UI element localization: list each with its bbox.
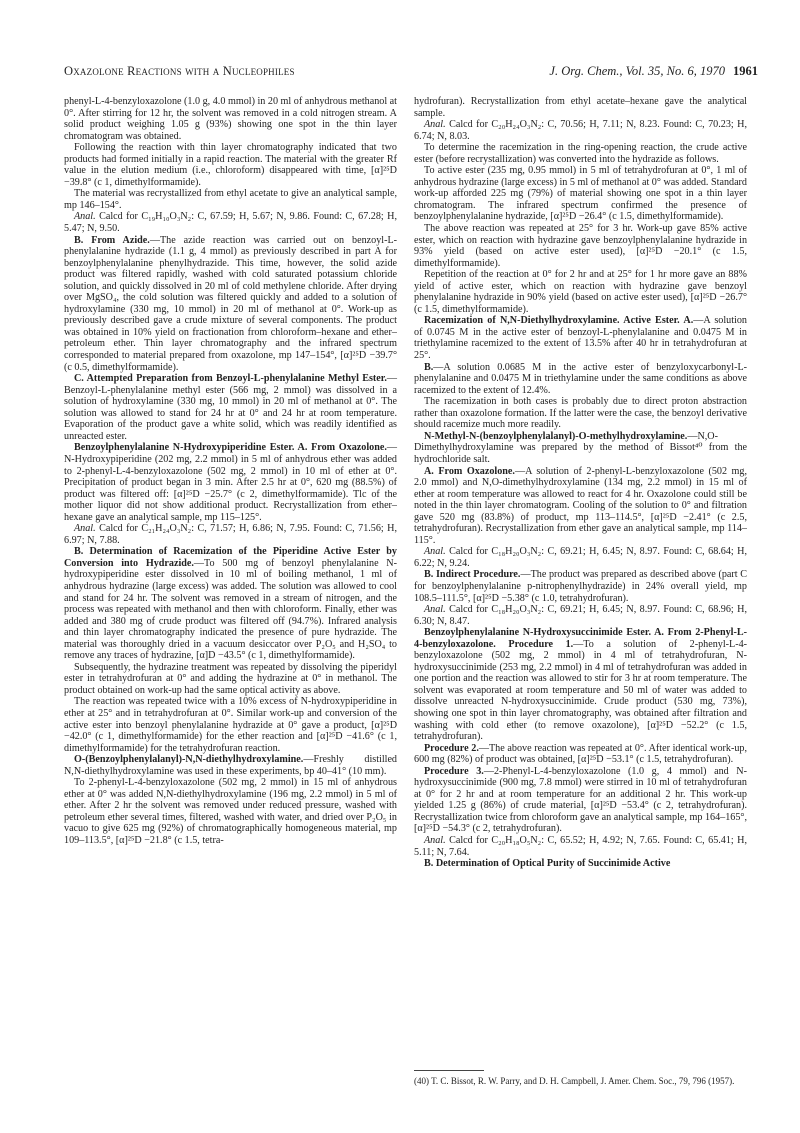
paragraph-text: —To 500 mg of benzoyl phenylalanine N-hydroxypiperidine ester dissolved in 10 ml of boiling methanol, 1 ml of anhydrous hydrazine (large excess) was added. The solution was allowed to cool and stand for 24 hr. The solvent was removed in a stream of nitrogen, and the process was repeated with methanol and then with chloroform. Finally, ether was added and 380 mg of crude product was filtered off (94.7%). Infrared analysis and thin layer chromatography indicated the presence of pure hydrazide. The material was thoroughly dried in a vacuum desiccator over P₂O₅ and H₂SO₄ to remove any traces of hydrazine, [α]D −43.5° (c 1, dimethylformamide). xyxy=(64,557,397,662)
section-heading: C. Attempted Preparation from Benzoyl-L-phenylalanine Methyl Ester. xyxy=(74,373,387,385)
paragraph-text: Repetition of the reaction at 0° for 2 hr and at 25° for 1 hr more gave an 88% yield of active ester, which on reaction with hydrazine gave benzoyl phenylalanine hydrazide in 90% yield (based on active ester used), [α]²⁵D −26.7° (c 1.5, dimethylformamide). xyxy=(414,269,747,315)
left-paragraph xyxy=(64,373,397,442)
paragraph-text: Calcd for C₁₈H₂₀O₃N₂: C, 69.21; H, 6.45; N, 8.97. Found: C, 68.96; H, 6.30; N, 8.47. xyxy=(414,604,747,627)
right-paragraph xyxy=(414,396,747,431)
right-paragraph xyxy=(414,835,747,858)
section-heading: A. From Oxazolone. xyxy=(424,465,515,477)
paragraph-text: —The azide reaction was carried out on benzoyl-L-phenylalanine hydrazide (1.1 g, 4 mmol) as previously described in part A for benzoylphenylalanine phenylhydrazide. This time, however, the solid azide product was filtered rapidly, washed with cold saturated potassium chloride solution, and quickly dissolved in 20 ml of cold methylene chloride. After drying over MgSO₄, the cold solution was filtered quickly and added to a solution of hydroxylamine (330 mg, 10 mmol) in 20 ml of methanol at 0°. Work-up as previously described gave a crude mixture of several components. The product was obtained in 10% yield on fractionation from chloroform–hexane and ether–petroleum ether. Thin layer chromatography and the infrared spectrum corresponded to material prepared from oxazolone, mp 147–154°, [α]²⁵D −39.7° (c 0.5, dimethylformamide). xyxy=(64,234,398,373)
footnote-divider xyxy=(414,1070,484,1071)
left-paragraph xyxy=(64,442,397,523)
paragraph-text: —Benzoyl-L-phenylalanine methyl ester (566 mg, 2 mmol) was dissolved in a solution of hydroxylamine (330 mg, 10 mmol) in 20 ml of methanol at 0°. The solution was allowed to stand for 24 hr at 0° and 24 hr at room temperature. Evaporation of the product gave a white solid, which was readily identified as unreacted ester. xyxy=(64,373,397,442)
left-paragraph xyxy=(64,142,397,188)
right-paragraph xyxy=(414,569,747,604)
paragraph-text: Calcd for C₂₁H₂₄O₃N₂: C, 71.57; H, 6.86; N, 7.95. Found: C, 71.56; H, 6.97; N, 7.88. xyxy=(64,523,397,546)
paragraph-text: Calcd for C₂₀H₁₈O₅N₂: C, 65.52; H, 4.92; N, 7.65. Found: C, 65.41; H, 5.11; N, 7.64. xyxy=(414,835,747,858)
paragraph-text: The material was recrystallized from ethyl acetate to give an analytical sample, mp 146–154°. xyxy=(64,188,397,211)
right-paragraph xyxy=(414,466,747,547)
left-paragraph xyxy=(64,754,397,777)
section-heading: N-Methyl-N-(benzoylphenylalanyl)-O-methylhydroxylamine. xyxy=(424,430,688,442)
right-paragraph xyxy=(414,362,747,397)
right-paragraph xyxy=(414,431,747,466)
left-paragraph xyxy=(64,662,397,697)
right-paragraph xyxy=(414,142,747,165)
paragraph-text: The reaction was repeated twice with a 10% excess of N-hydroxypiperidine in ether at 25° and in tetrahydrofuran at 0°. Similar work-up and conversion of the active ester into benzoyl phenylalanine hydrazide at 0° gave a product, [α]²⁵D −42.0° (c 1, dimethylformamide) for the ether reaction and [α]²⁵D −41.6° (c 1, dimethylformamide) for the tetrahydrofuran reaction. xyxy=(64,696,397,754)
paragraph-text: Calcd for C₂₀H₂₄O₃N₂: C, 70.56; H, 7.11; N, 8.23. Found: C, 70.23; H, 6.74; N, 8.03. xyxy=(414,119,747,142)
page-number: 1961 xyxy=(733,64,758,78)
running-title: Oxazolone Reactions with α Nucleophiles xyxy=(64,64,295,78)
paragraph-text: —To a solution of 2-phenyl-L-4-benzyloxazolone (502 mg, 2 mmol) in 4 ml of tetrahydrofuran, N-hydroxysuccinimide (253 mg, 2.2 mmol) in 4 ml of tetrahydrofuran was added in one portion and the reaction was allowed to stir for 3 hr at room temperature. The solvent was evaporated at room temperature and 50 ml of water was added to dissolve unreacted N-hydroxysuccinimide. Crude product (530 mg, 73%), showing one spot in thin layer chromatography, was obtained after filtration and washing with cold ether (to remove oxazolone), [α]²⁵D −52.2° (c 1.5, tetrahydrofuran). xyxy=(414,638,747,743)
paragraph-text: —N,O-Dimethylhydroxylamine was prepared by the method of Bissot⁴⁰ from the hydrochloride salt. xyxy=(414,430,747,465)
analysis-label: Anal. xyxy=(424,604,446,616)
section-heading: Procedure 3. xyxy=(424,765,484,777)
journal-citation xyxy=(549,64,758,79)
paragraph-text: —A solution 0.0685 M in the active ester of benzyloxycarbonyl-L-phenylalanine and 0.0475 M in triethylamine under the same conditions as above racemized to the extent of 12.4%. xyxy=(414,361,747,396)
citation-text: J. Org. Chem., Vol. 35, No. 6, 1970 xyxy=(549,64,725,78)
left-column xyxy=(64,96,397,847)
section-heading: O-(Benzoylphenylalanyl)-N,N-diethylhydroxylamine. xyxy=(74,754,304,766)
right-paragraph xyxy=(414,165,747,223)
paragraph-text: Following the reaction with thin layer chromatography indicated that two products had formed initially in a rapid reaction. The material with the greater Rf value in the elution medium (i.e., chloroform) disappeared with time, [α]²⁵D −39.8° (c 1, dimethylformamide). xyxy=(64,142,397,188)
footnote: (40) T. C. Bissot, R. W. Parry, and D. H. Campbell, J. Amer. Chem. Soc., 79, 796 (1957). xyxy=(414,1076,735,1086)
paragraph-text: The above reaction was repeated at 25° for 3 hr. Work-up gave 85% active ester, which on reaction with hydrazine gave benzoylphenylalanine hydrazide in 93% yield (based on active ester used), [α]²⁵D −20.1° (c 1.5, dimethylformamide). xyxy=(414,223,747,269)
paragraph-text: Calcd for C₁₉H₁₀O₃N₂: C, 67.59; H, 5.67; N, 9.86. Found: C, 67.28; H, 5.47; N, 9.50. xyxy=(64,211,397,235)
section-heading: B. xyxy=(424,361,434,373)
right-paragraph xyxy=(414,546,747,569)
section-heading: Benzoylphenylalanine N-Hydroxysuccinimide Ester. A. From 2-Phenyl-L-4-benzyloxazolone. Procedure 1. xyxy=(414,627,747,650)
left-paragraph xyxy=(64,235,397,374)
paragraph-text: To active ester (235 mg, 0.95 mmol) in 5 ml of tetrahydrofuran at 0°, 1 ml of anhydrous hydrazine (large excess) in 5 ml of methanol at 0° was added. Standard work-up afforded 225 mg (79%) of material showing one spot in a thin layer chromatogram. The infrared spectrum confirmed the presence of benzoylphenylalanine hydrazide, [α]²⁵D −26.4° (c 1.5, dimethylformamide). xyxy=(414,165,747,223)
left-paragraph xyxy=(64,546,397,661)
paragraph-text: hydrofuran). Recrystallization from ethyl acetate–hexane gave the analytical sample. xyxy=(414,96,747,119)
paragraph-text: To 2-phenyl-L-4-benzyloxazolone (502 mg, 2 mmol) in 15 ml of anhydrous ether at 0° was added N,N-diethylhydroxylamine (196 mg, 2.2 mmol) in 5 ml of ether. After 2 hr the solvent was removed under reduced pressure, washed with petroleum ether several times, filtered, washed with water, and dried over P₂O₅ in vacuo to give 625 mg (92%) of chromatographically homogeneous material, mp 109–113.5°, [α]²⁵D −21.8° (c 1.5, tetra- xyxy=(64,777,397,846)
right-paragraph xyxy=(414,604,747,627)
right-column xyxy=(414,96,747,870)
right-paragraph xyxy=(414,119,747,142)
left-paragraph xyxy=(64,96,397,142)
paragraph-text: —A solution of 2-phenyl-L-benzyloxazolone (502 mg, 2.0 mmol) and N,O-dimethylhydroxylamine (134 mg, 2.2 mmol) in 15 ml of ether at room temperature was allowed to react for 4 hr. Oxazolone could still be noted in the thin layer chromatogram. Cooling of the solution to 0° and filtration gave 520 mg (83.8%) of product, mp 113–114.5°, [α]²⁵D −2.41° (c 2.5, tetrahydrofuran). Recrystallization from ether gave an analytical sample, mp 114–115°. xyxy=(414,465,747,546)
paragraph-text: —N-Hydroxypiperidine (202 mg, 2.2 mmol) in 5 ml of anhydrous ether was added to 2-phenyl-L-4-benzyloxazolone (502 mg, 2 mmol) in 10 ml of ether at 0°. Precipitation of product began in 3 min. After 2.5 hr at 0°, 620 mg (88.5%) of product was filtered off: [α]²⁵D −25.7° (c 2, dimethylformamide). Tlc of the mother liquor did not show additional product. Recrystallization from ether–hexane gave an analytical sample, mp 115–125°. xyxy=(64,442,397,523)
running-header xyxy=(64,64,758,80)
right-paragraph xyxy=(414,315,747,361)
section-heading: B. Determination of Racemization of the Piperidine Active Ester by Conversion into Hydrazide. xyxy=(64,546,397,569)
section-heading: Benzoylphenylalanine N-Hydroxypiperidine Ester. A. From Oxazolone. xyxy=(74,442,387,454)
analysis-label: Anal. xyxy=(424,546,446,558)
paragraph-text: To determine the racemization in the ring-opening reaction, the crude active ester (before recrystallization) was converted into the hydrazide as follows. xyxy=(414,142,747,165)
left-paragraph xyxy=(64,211,397,234)
right-paragraph xyxy=(414,96,747,119)
left-paragraph xyxy=(64,188,397,211)
section-heading: B. Indirect Procedure. xyxy=(424,569,521,581)
right-paragraph xyxy=(414,269,747,315)
paragraph-text: Calcd for C₁₈H₂₀O₃N₂: C, 69.21; H, 6.45; N, 8.97. Found: C, 68.64; H, 6.22; N, 9.24. xyxy=(414,546,747,569)
left-paragraph xyxy=(64,523,397,546)
paragraph-text: —The above reaction was repeated at 0°. After identical work-up, 600 mg (82%) of product was obtained, [α]²⁵D −53.1° (c 1.5, tetrahydrofuran). xyxy=(414,742,747,766)
analysis-label: Anal. xyxy=(424,119,446,131)
right-paragraph xyxy=(414,858,747,870)
right-paragraph xyxy=(414,223,747,269)
analysis-label: Anal. xyxy=(74,523,96,535)
left-paragraph xyxy=(64,696,397,754)
section-heading: B. From Azide. xyxy=(74,234,150,246)
section-heading: B. Determination of Optical Purity of Succinimide Active xyxy=(424,858,671,870)
section-heading: Racemization of N,N-Diethylhydroxylamine. Active Ester. A. xyxy=(424,315,694,327)
paragraph-text: —Freshly distilled N,N-diethylhydroxylamine was used in these experiments, bp 40–41° (10 mm). xyxy=(64,754,397,777)
analysis-label: Anal. xyxy=(74,211,96,223)
section-heading: Procedure 2. xyxy=(424,742,479,754)
paragraph-text: —The product was prepared as described above (part C for benzoylphenylalanine p-nitrophenylhydrazide) in 24% overall yield, mp 108.5–111.5°, [α]²⁵D −5.38° (c 1.0, tetrahydrofuran). xyxy=(414,569,747,604)
paragraph-text: Subsequently, the hydrazine treatment was repeated by dissolving the piperidyl ester in tetrahydrofuran at 0° and adding the hydrazine at 0° in methanol. The product obtained on work-up had the same optical activity as above. xyxy=(64,661,397,696)
paragraph-text: —2-Phenyl-L-4-benzyloxazolone (1.0 g, 4 mmol) and N-hydroxysuccinimide (900 mg, 7.8 mmol) were stirred in 10 ml of tetrahydrofuran at 0° for 2 hr and at room temperature for an additional 2 hr. This work-up yielded 1.25 g (86%) of crude material, [α]²⁵D −53.4° (c 2, tetrahydrofuran). Recrystallization twice from chloroform gave an analytical sample, mp 164–165°, [α]²⁵D −54.3° (c 2, tetrahydrofuran). xyxy=(414,765,747,835)
paragraph-text: The racemization in both cases is probably due to direct proton abstraction rather than oxazolone formation. If the latter were the case, the benzoyl derivative should racemize much more readily. xyxy=(414,396,747,431)
right-paragraph xyxy=(414,766,747,835)
analysis-label: Anal. xyxy=(424,835,446,846)
paragraph-text: phenyl-L-4-benzyloxazolone (1.0 g, 4.0 mmol) in 20 ml of anhydrous methanol at 0°. After stirring for 12 hr, the solvent was removed in a cold nitrogen stream. A solid product weighing 1.05 g (93%) showing one spot in the thin layer chromatogram was obtained. xyxy=(64,96,397,142)
paragraph-text: —A solution of 0.0745 M in the active ester of benzoyl-L-phenylalanine and 0.0475 M in triethylamine racemized to the extent of 13.5% after 40 hr in tetrahydrofuran at 25°. xyxy=(414,315,747,362)
right-paragraph xyxy=(414,743,747,766)
right-paragraph xyxy=(414,627,747,742)
left-paragraph xyxy=(64,777,397,846)
